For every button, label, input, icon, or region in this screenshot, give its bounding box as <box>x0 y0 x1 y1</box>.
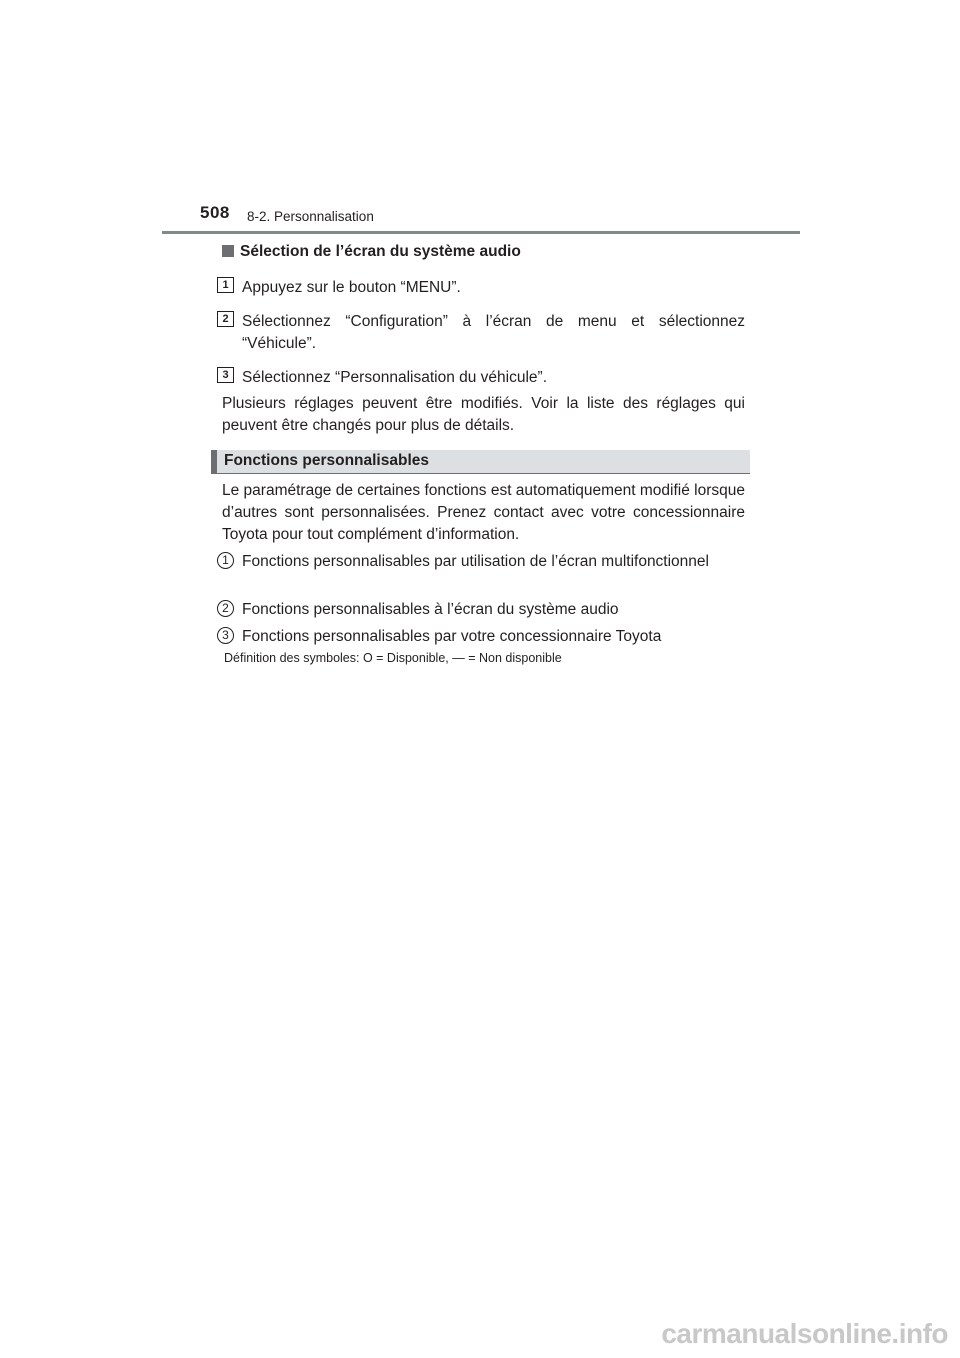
list-item-text: Fonctions personnalisables par votre concessionnaire Toyota <box>242 628 662 645</box>
section-heading-box <box>211 450 750 474</box>
circled-number-badge: 3 <box>217 627 234 644</box>
subsection-title: Sélection de l’écran du système audio <box>240 243 521 260</box>
circled-number-badge: 1 <box>217 552 234 569</box>
list-item <box>217 551 745 573</box>
step-1 <box>217 277 745 299</box>
list-item-text: Fonctions personnalisables par utilisation de l’écran multifonctionnel <box>242 553 709 570</box>
list-item <box>217 626 745 648</box>
header-divider <box>162 231 800 234</box>
step-text: Sélectionnez “Configuration” à l’écran de menu et sélectionnez “Véhicule”. <box>242 313 745 352</box>
symbol-legend: Définition des symboles: O = Disponible, — = Non disponible <box>224 651 562 665</box>
intro-paragraph: Le paramétrage de certaines fonctions est automatiquement modifié lorsque d’autres sont personnalisées. Prenez contact avec votre concessionnaire Toyota pour tout complément d’information. <box>222 482 745 543</box>
step-3 <box>217 367 745 389</box>
list-item-text: Fonctions personnalisables à l’écran du système audio <box>242 601 619 618</box>
step-number-badge: 3 <box>217 367 234 383</box>
step-number-badge: 1 <box>217 277 234 293</box>
watermark: carmanualsonline.info <box>661 1318 948 1349</box>
page-number: 508 <box>200 203 230 222</box>
list-item <box>217 599 745 621</box>
step-2 <box>217 311 745 355</box>
steps-note: Plusieurs réglages peuvent être modifiés. Voir la liste des réglages qui peuvent être changés pour plus de détails. <box>222 395 745 434</box>
section-title: 8-2. Personnalisation <box>247 209 374 224</box>
subsection-heading <box>222 243 521 261</box>
circled-number-badge: 2 <box>217 600 234 617</box>
step-text: Appuyez sur le bouton “MENU”. <box>242 279 461 296</box>
square-bullet-icon <box>222 245 234 257</box>
section-heading: Fonctions personnalisables <box>224 452 429 469</box>
step-number-badge: 2 <box>217 311 234 327</box>
step-text: Sélectionnez “Personnalisation du véhicule”. <box>242 369 548 386</box>
